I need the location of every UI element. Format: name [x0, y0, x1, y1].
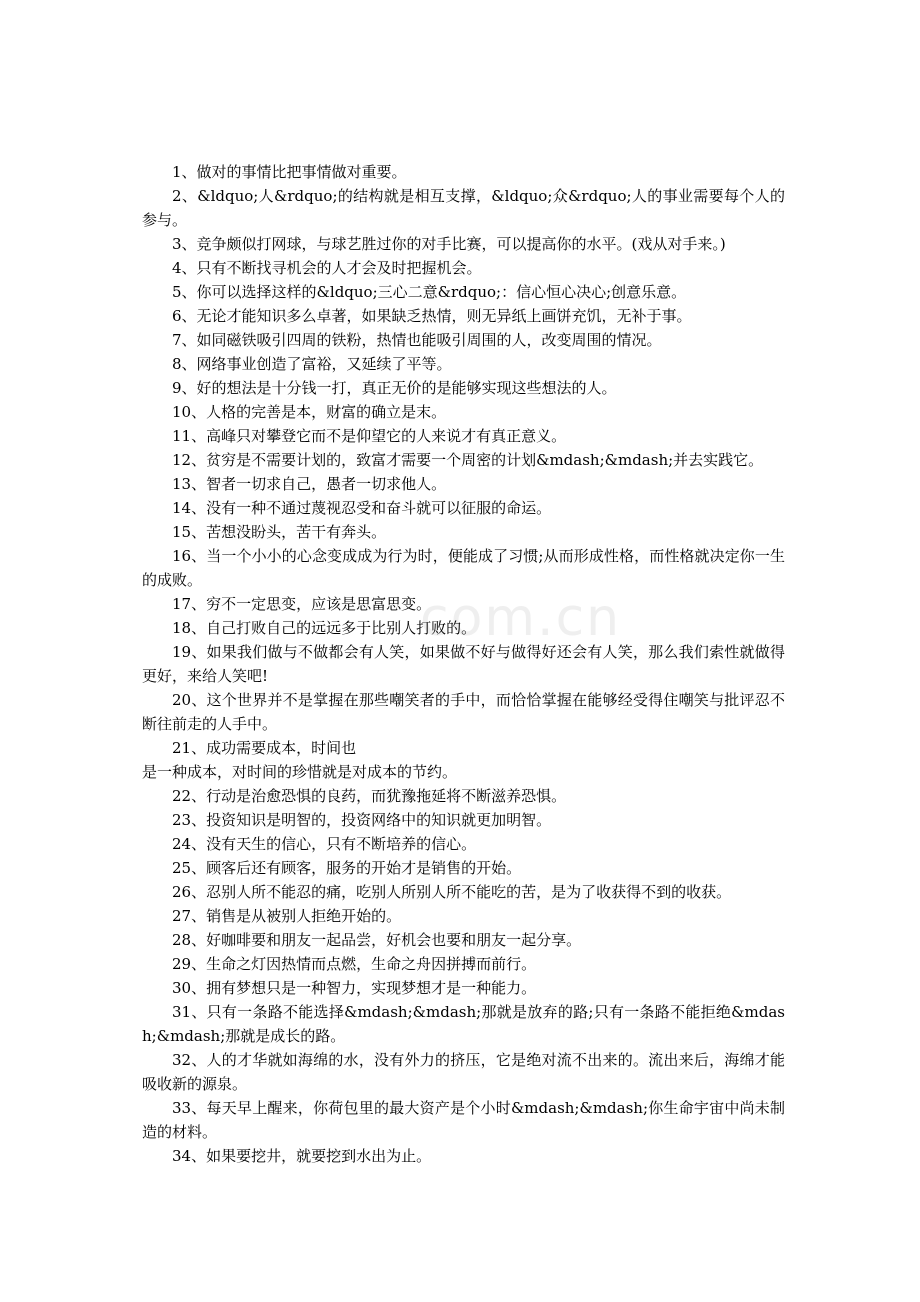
paragraph-32: 31、只有一条路不能选择&mdash;&mdash;那就是放弃的路;只有一条路不能拒绝&mdash;&mdash;那就是成长的路。 [142, 1003, 785, 1045]
paragraph-35: 34、如果要挖井，就要挖到水出为止。 [172, 1147, 432, 1165]
paragraph-27: 26、忍别人所不能忍的痛，吃别人所别人所不能吃的苦，是为了收获得不到的收获。 [172, 883, 732, 901]
paragraph-34: 33、每天早上醒来，你荷包里的最大资产是个小时&mdash;&mdash;你生命宇宙中尚未制造的材料。 [142, 1099, 785, 1141]
paragraph-33: 32、人的才华就如海绵的水，没有外力的挤压，它是绝对流不出来的。流出来后，海绵才能吸收新的源泉。 [142, 1051, 785, 1093]
paragraph-3: 3、竞争颇似打网球，与球艺胜过你的对手比赛，可以提高你的水平。(戏从对手来。) [172, 235, 726, 253]
watermark: com.cn [420, 588, 622, 648]
document-body [142, 160, 785, 1168]
paragraph-24: 23、投资知识是明智的，投资网络中的知识就更加明智。 [172, 811, 552, 829]
paragraph-2: 2、&ldquo;人&rdquo;的结构就是相互支撑，&ldquo;众&rdquo;人的事业需要每个人的参与。 [142, 187, 785, 229]
paragraph-4: 4、只有不断找寻机会的人才会及时把握机会。 [172, 259, 482, 277]
paragraph-28: 27、销售是从被别人拒绝开始的。 [172, 907, 402, 925]
paragraph-6: 6、无论才能知识多么卓著，如果缺乏热情，则无异纸上画饼充饥，无补于事。 [172, 307, 692, 325]
paragraph-13: 13、智者一切求自己，愚者一切求他人。 [172, 475, 447, 493]
paragraph-14: 14、没有一种不通过蔑视忍受和奋斗就可以征服的命运。 [172, 499, 552, 517]
paragraph-30: 29、生命之灯因热情而点燃，生命之舟因拼搏而前行。 [172, 955, 537, 973]
paragraph-10: 10、人格的完善是本，财富的确立是末。 [172, 403, 447, 421]
paragraph-5: 5、你可以选择这样的&ldquo;三心二意&rdquo;：信心恒心决心;创意乐意。 [172, 283, 687, 301]
paragraph-7: 7、如同磁铁吸引四周的铁粉，热情也能吸引周围的人，改变周围的情况。 [172, 331, 662, 349]
paragraph-12: 12、贫穷是不需要计划的，致富才需要一个周密的计划&mdash;&mdash;并去实践它。 [172, 451, 764, 469]
paragraph-19: 19、如果我们做与不做都会有人笑，如果做不好与做得好还会有人笑，那么我们索性就做得更好，来给人笑吧! [142, 643, 785, 685]
paragraph-20: 20、这个世界并不是掌握在那些嘲笑者的手中，而恰恰掌握在能够经受得住嘲笑与批评忍不断往前走的人手中。 [142, 691, 785, 733]
paragraph-25: 24、没有天生的信心，只有不断培养的信心。 [172, 835, 477, 853]
paragraph-18: 18、自己打败自己的远远多于比别人打败的。 [172, 619, 477, 637]
paragraph-22: 是一种成本，对时间的珍惜就是对成本的节约。 [142, 763, 458, 781]
paragraph-11: 11、高峰只对攀登它而不是仰望它的人来说才有真正意义。 [172, 427, 567, 445]
paragraph-23: 22、行动是治愈恐惧的良药，而犹豫拖延将不断滋养恐惧。 [172, 787, 567, 805]
paragraph-8: 8、网络事业创造了富裕，又延续了平等。 [172, 355, 452, 373]
paragraph-15: 15、苦想没盼头，苦干有奔头。 [172, 523, 387, 541]
paragraph-31: 30、拥有梦想只是一种智力，实现梦想才是一种能力。 [172, 979, 537, 997]
paragraph-16: 16、当一个小小的心念变成成为行为时，便能成了习惯;从而形成性格，而性格就决定你一生的成败。 [142, 547, 785, 589]
paragraph-26: 25、顾客后还有顾客，服务的开始才是销售的开始。 [172, 859, 522, 877]
paragraph-21: 21、成功需要成本，时间也 [172, 739, 357, 757]
paragraph-9: 9、好的想法是十分钱一打，真正无价的是能够实现这些想法的人。 [172, 379, 617, 397]
paragraph-1: 1、做对的事情比把事情做对重要。 [172, 163, 407, 181]
paragraph-17: 17、穷不一定思变，应该是思富思变。 [172, 595, 432, 613]
paragraph-29: 28、好咖啡要和朋友一起品尝，好机会也要和朋友一起分享。 [172, 931, 582, 949]
